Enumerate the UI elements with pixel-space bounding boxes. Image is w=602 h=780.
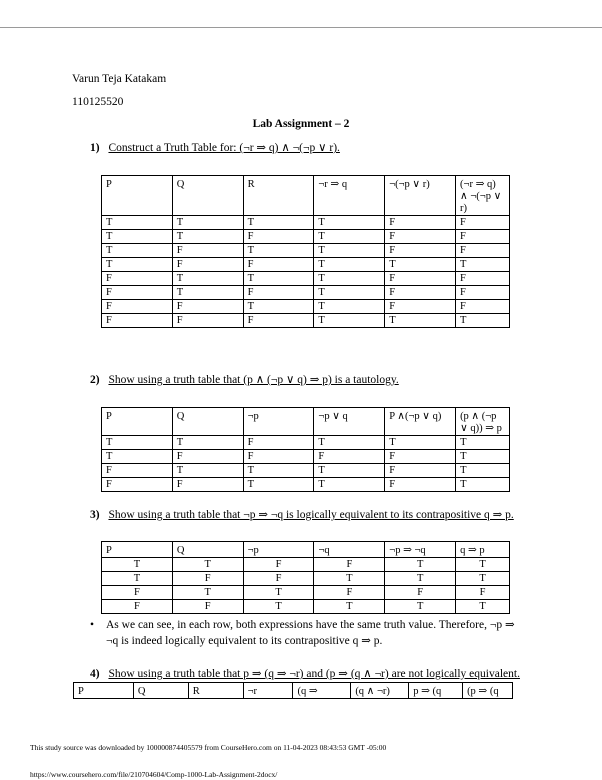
table-cell: T [102,572,173,586]
table-cell: F [172,572,243,586]
table-cell: T [102,450,173,464]
footer-download-notice: This study source was downloaded by 100000874405579 from CourseHero.com on 11-04-2023 08:43:53 GMT -05:00 [30,743,387,752]
table-cell: F [243,230,314,244]
table-cell: T [314,436,385,450]
table-cell: T [172,230,243,244]
table-cell: F [385,286,456,300]
table-header-row [74,683,513,699]
table-cell: F [172,300,243,314]
table-cell: F [385,478,456,492]
table-cell: T [172,436,243,450]
table-cell: T [243,586,314,600]
conclusion-line-2: ¬q is indeed logically equivalent to its contrapositive q ⇒ p. [106,635,383,647]
table-cell: T [456,450,510,464]
table-cell: F [172,244,243,258]
header-cell: R [243,176,314,216]
table-cell: F [172,478,243,492]
table-cell: T [314,600,385,614]
table-cell: F [456,230,510,244]
header-cell: P [102,542,173,558]
table-cell: F [102,586,173,600]
table-row [102,478,510,492]
table-cell: T [385,436,456,450]
author-name: Varun Teja Katakam [72,73,167,85]
table-cell: F [243,258,314,272]
table-cell: T [456,464,510,478]
table-cell: T [456,572,510,586]
table-cell: F [385,272,456,286]
table-cell: F [385,230,456,244]
table-row [102,558,510,572]
header-cell: ¬r [243,683,293,699]
table-cell: T [314,478,385,492]
table-cell: F [385,216,456,230]
question-4 [90,667,520,682]
table-row [102,436,510,450]
question-4-number: 4) [90,668,100,680]
header-cell: ¬q [314,542,385,558]
header-cell: Q [172,408,243,436]
table-cell: F [243,572,314,586]
table-cell: T [172,558,243,572]
table-cell: F [102,272,173,286]
question-1 [90,141,340,156]
table-row [102,286,510,300]
table-cell: F [456,286,510,300]
top-divider [0,27,602,28]
table-cell: T [243,216,314,230]
table-cell: T [385,600,456,614]
table-cell: T [314,230,385,244]
table-cell: F [456,300,510,314]
table-cell: F [456,586,510,600]
question-4-text: Show using a truth table that p ⇒ (q ⇒ ¬r) and (p ⇒ (q ∧ ¬r) are not logically equivalent. [108,668,520,680]
table-cell: F [243,450,314,464]
table-cell: T [456,478,510,492]
table-cell: T [243,272,314,286]
table-cell: T [456,558,510,572]
table-row [102,230,510,244]
table-cell: T [385,558,456,572]
table-cell: F [243,314,314,328]
table-cell: F [385,300,456,314]
table-cell: F [172,258,243,272]
header-cell: P [102,408,173,436]
table-cell: F [314,450,385,464]
table-cell: T [102,230,173,244]
header-cell: R [188,683,243,699]
table-cell: F [102,286,173,300]
table-cell: T [314,216,385,230]
table-cell: F [385,586,456,600]
table-cell: T [102,216,173,230]
table-cell: F [172,600,243,614]
truth-table-3 [101,541,510,614]
table-cell: T [314,244,385,258]
table-row [102,600,510,614]
header-cell: P [74,683,134,699]
question-2-text: Show using a truth table that (p ∧ (¬p ∨ q) ⇒ p) is a tautology. [108,374,399,386]
table-cell: T [102,558,173,572]
table-cell: T [314,464,385,478]
table-row [102,300,510,314]
table-cell: T [314,258,385,272]
header-cell: P ∧(¬p ∨ q) [385,408,456,436]
header-cell: Q [133,683,188,699]
table-cell: T [456,314,510,328]
header-cell: Q [172,176,243,216]
table-cell: T [172,586,243,600]
conclusion-line-1: As we can see, in each row, both expressions have the same truth value. Therefore, ¬p ⇒ [106,619,515,631]
table-row [102,314,510,328]
truth-table-1 [101,175,510,328]
truth-table-4 [73,682,513,699]
header-cell: ¬p [243,542,314,558]
table-row [102,244,510,258]
table-cell: F [172,314,243,328]
table-row [102,258,510,272]
table-cell: T [456,600,510,614]
table-cell: F [314,558,385,572]
question-2-number: 2) [90,374,100,386]
table-cell: T [102,258,173,272]
table-cell: F [385,450,456,464]
table-row [102,586,510,600]
footer-source-url: https://www.coursehero.com/file/210704604/Comp-1000-Lab-Assignment-2docx/ [30,770,278,779]
table-cell: F [456,272,510,286]
header-cell: (q ⇒ [293,683,351,699]
table-cell: T [314,286,385,300]
header-cell: ¬p ∨ q [314,408,385,436]
table-cell: T [314,314,385,328]
question-3 [90,508,514,523]
table-cell: F [314,586,385,600]
table-cell: F [243,558,314,572]
table-cell: T [102,436,173,450]
table-row [102,450,510,464]
header-cell: P [102,176,173,216]
page-title: Lab Assignment – 2 [252,118,350,130]
table-cell: T [456,258,510,272]
table-cell: F [102,300,173,314]
table-cell: F [456,216,510,230]
header-cell: ¬p ⇒ ¬q [385,542,456,558]
table-cell: F [456,244,510,258]
table-cell: T [456,436,510,450]
table-cell: F [102,478,173,492]
table-cell: T [102,244,173,258]
bullet-marker: • [90,619,95,631]
table-cell: T [314,300,385,314]
header-cell: ¬r ⇒ q [314,176,385,216]
table-cell: F [102,464,173,478]
header-cell: q ⇒ p [456,542,510,558]
table-cell: T [385,258,456,272]
header-cell: (p ∧ (¬p ∨ q)) ⇒ p [456,408,510,436]
table-row [102,272,510,286]
table-cell: T [243,464,314,478]
question-2 [90,373,399,388]
table-cell: T [314,272,385,286]
header-cell: (p ⇒ (q [463,683,513,699]
table-cell: T [172,216,243,230]
question-1-number: 1) [90,142,100,154]
table-cell: T [243,600,314,614]
header-cell: ¬(¬p ∨ r) [385,176,456,216]
table-cell: F [102,314,173,328]
question-3-text: Show using a truth table that ¬p ⇒ ¬q is logically equivalent to its contrapositive q ⇒ p. [108,509,514,521]
table-cell: T [243,478,314,492]
table-header-row [102,408,510,436]
question-1-text: Construct a Truth Table for: (¬r ⇒ q) ∧ ¬(¬p ∨ r). [108,142,340,154]
table-row [102,572,510,586]
truth-table-2 [101,407,510,492]
table-cell: T [243,244,314,258]
table-cell: F [243,286,314,300]
student-id: 110125520 [72,96,124,108]
header-cell: p ⇒ (q [409,683,463,699]
header-cell: Q [172,542,243,558]
table-cell: F [385,244,456,258]
table-header-row [102,176,510,216]
header-cell: ¬p [243,408,314,436]
table-row [102,216,510,230]
table-cell: T [172,286,243,300]
table-cell: T [172,464,243,478]
table-row [102,464,510,478]
table-cell: T [314,572,385,586]
header-cell: (¬r ⇒ q) ∧ ¬(¬p ∨ r) [456,176,510,216]
table-cell: F [172,450,243,464]
table-cell: F [385,464,456,478]
header-cell: (q ∧ ¬r) [351,683,409,699]
table-cell: F [102,600,173,614]
table-cell: T [172,272,243,286]
table-cell: T [385,314,456,328]
question-3-number: 3) [90,509,100,521]
table-header-row [102,542,510,558]
table-cell: T [243,300,314,314]
table-cell: T [385,572,456,586]
table-cell: F [243,436,314,450]
